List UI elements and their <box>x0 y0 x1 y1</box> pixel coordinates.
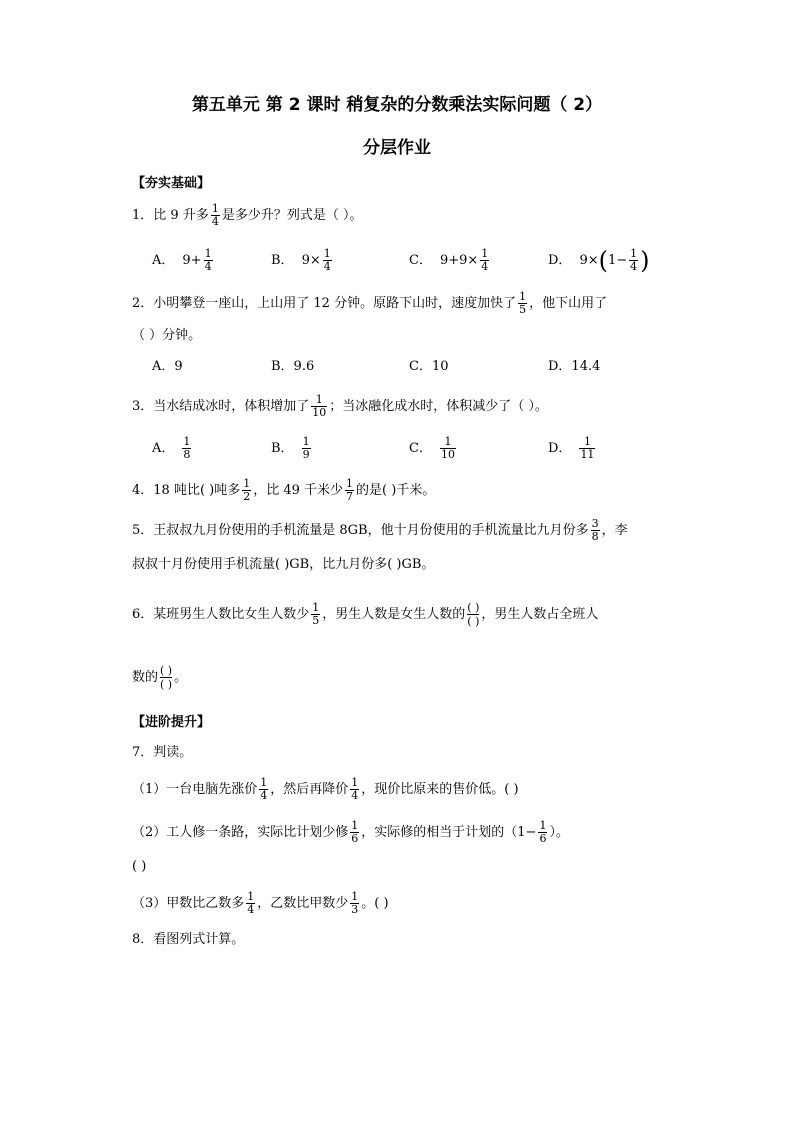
fraction: $\frac{1}{10}$ <box>312 393 327 419</box>
q1-option-d[interactable]: D． 9×(1− $\frac{1}{4}$ ) <box>548 246 650 275</box>
q3-option-b[interactable]: B． $\frac{1}{9}$ <box>271 435 310 461</box>
question-2: 2．小明攀登一座山，上山用了 12 分钟。原路下山时，速度加快了 $\frac{1}{5}$ ，他下山用了 <box>132 290 608 316</box>
q2-option-b[interactable]: B．9.6 <box>271 359 315 374</box>
question-1: 1．比 9 升多 $\frac{1}{4}$ 是多少升？列式是（ ）。 <box>132 202 363 228</box>
q2-option-d[interactable]: D．14.4 <box>548 359 601 374</box>
fraction: $\frac{1}{5}$ <box>519 290 527 316</box>
question-3: 3．当水结成冰时，体积增加了 $\frac{1}{10}$ ；当冰融化成水时，体积减少了（ ）。 <box>132 393 548 419</box>
question-7-2-blank[interactable]: ( ) <box>132 859 147 874</box>
q2-option-c[interactable]: C．10 <box>409 359 449 374</box>
q3-option-c[interactable]: C． $\frac{1}{10}$ <box>409 435 455 461</box>
page-title: 第五单元 第 2 课时 稍复杂的分数乘法实际问题（ 2） <box>191 95 603 115</box>
fraction: $\frac{1}{4}$ <box>211 202 219 228</box>
question-2-cont: （ ）分钟。 <box>132 328 202 343</box>
question-4: 4．18 吨比( )吨多 $\frac{1}{2}$ ，比 49 千米少 $\frac{1}{7}$ 的是( )千米。 <box>132 477 436 503</box>
page-subtitle: 分层作业 <box>363 138 431 158</box>
section-basic: 【夯实基础】 <box>132 176 211 191</box>
question-8: 8．看图列式计算。 <box>132 932 245 947</box>
q3-option-d[interactable]: D． $\frac{1}{11}$ <box>548 435 595 461</box>
question-7-1: （1）一台电脑先涨价 $\frac{1}{4}$ ，然后再降价 $\frac{1}{4}$ ，现价比原来的售价低。( ) <box>132 776 519 802</box>
q1-option-c[interactable]: C． 9+9× $\frac{1}{4}$ <box>409 247 489 273</box>
answer-blank-fraction[interactable]: ( ) ( ) <box>160 664 173 691</box>
q1-option-a[interactable]: A． 9+ $\frac{1}{4}$ <box>152 247 212 273</box>
section-advanced: 【进阶提升】 <box>132 715 211 730</box>
question-6: 6．某班男生人数比女生人数少 $\frac{1}{5}$ ，男生人数是女生人数的 ( ) ( ) ，男生人数占全班人 <box>132 601 599 628</box>
answer-blank-fraction[interactable]: ( ) ( ) <box>467 601 480 628</box>
question-7-3: （3）甲数比乙数多 $\frac{1}{4}$ ，乙数比甲数少 $\frac{1}{3}$ 。( ) <box>132 890 389 916</box>
q3-option-a[interactable]: A． $\frac{1}{8}$ <box>152 435 191 461</box>
question-7-2: （2）工人修一条路，实际比计划少修 $\frac{1}{6}$ ，实际修的相当于计划的（1− $\frac{1}{6}$ ）。 <box>132 819 569 845</box>
question-5: 5．王叔叔九月份使用的手机流量是 8GB，他十月份使用的手机流量比九月份多 $\frac{3}{8}$ ，李 <box>132 517 628 543</box>
question-7: 7．判读。 <box>132 745 193 760</box>
question-5-cont: 叔叔十月份使用手机流量( )GB，比九月份多( )GB。 <box>132 557 435 572</box>
q1-option-b[interactable]: B． 9× $\frac{1}{4}$ <box>271 247 331 273</box>
question-6-cont: 数的 ( ) ( ) 。 <box>132 664 188 691</box>
q2-option-a[interactable]: A．9 <box>152 359 183 374</box>
